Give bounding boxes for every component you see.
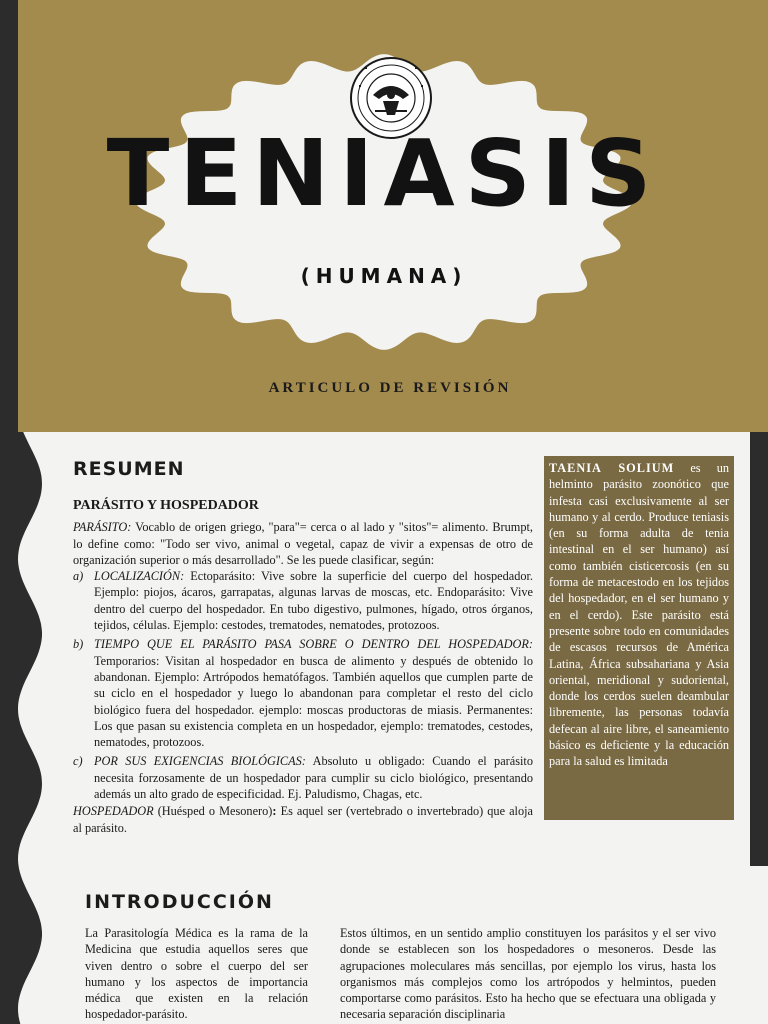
list-term: LOCALIZACIÓN: — [94, 569, 185, 584]
parasito-definition — [73, 519, 533, 568]
intro-column-1 — [85, 925, 308, 1023]
list-marker: b) — [73, 637, 84, 652]
list-text: Absoluto u obligado: Cuando el parásito necesita forzosamente de un hospedador para cumplir su ciclo biológico, presentando además un alto grado de especificidad. Ej. Paludismo, Chagas, etc. — [94, 754, 533, 802]
intro-col2-text: Estos últimos, en un sentido amplio constituyen los parásitos y el ser vivo donde se establecen son los hospedadores o mesoneros. Desde las agrupaciones moleculares más sencillas, por ejemplo los virus, hasta los organismos más complejos como los artrópodos y helmintos, pueden comportarse como parásitos. Esto ha hecho que se efectuara una obligada y necesaria separación disciplinaria — [340, 926, 716, 1022]
hospedador-colon: : — [272, 804, 277, 819]
hospedador-paren: (Huésped o Mesonero) — [157, 804, 273, 819]
parasito-term: PARÁSITO: — [73, 520, 132, 535]
resumen-subheading: PARÁSITO Y HOSPEDADOR — [73, 498, 259, 513]
list-text: Ectoparásito: Vive sobre la superficie del cuerpo del hospedador. Ejemplo: piojos, ácaros, garrapatas, algunas larvas de moscas, etc. Endoparásito: Vive dentro del cuerpo del hospedador. En tubo digestivo, pulmones, hígado, otros órganos, tejidos, células. Ejemplo: cestodes, trematodes, nematodes, protozoos. — [94, 569, 533, 633]
wavy-left-border — [0, 432, 50, 1024]
sidebox-text: es un helminto parásito zoonótico que infesta casi exclusivamente al ser humano y al cerdo. Produce teniasis (en su forma adulta de tenia intestinal en el ser humano) así como también cisticercosis (en su forma de metacestodo en los tejidos del hospedador, en el ser humano y en el cerdo). Este parásito está presente sobre todo en comunidades de escasos recursos de América Latina, África subsahariana y Asia oriental, meridional y sudoriental, donde los cerdos suelen deambular libremente, las personas todavía defecan al aire libre, el saneamiento básico es deficiente y la educación para la salud es limitada — [549, 461, 729, 769]
page-title: TENIASIS — [106, 120, 662, 227]
list-term: POR SUS EXIGENCIAS BIOLÓGICAS: — [94, 754, 306, 769]
resumen-body — [73, 498, 533, 836]
right-dark-strip — [750, 432, 768, 866]
hospedador-text: Es aquel ser (vertebrado o invertebrado) que aloja al parásito. — [73, 804, 534, 835]
taenia-sidebox — [544, 456, 734, 820]
resumen-heading: RESUMEN — [73, 458, 185, 480]
hospedador-definition — [73, 803, 533, 836]
list-item — [73, 636, 533, 750]
intro-column-2 — [340, 925, 716, 1023]
hospedador-term: HOSPEDADOR — [73, 804, 154, 819]
sidebox-term: TAENIA SOLIUM — [549, 461, 675, 475]
parasito-text: Vocablo de origen griego, "para"= cerca o al lado y "sitos"= alimento. Brumpt, lo define como: "Todo ser vivo, animal o vegetal, capaz de vivir a expensas de otro de organización superior o más desarrollado". Se les puede clasificar, según: — [73, 520, 534, 567]
list-term: TIEMPO QUE EL PARÁSITO PASA SOBRE O DENTRO DEL HOSPEDADOR: — [94, 637, 533, 652]
list-marker: c) — [73, 754, 83, 769]
introduccion-heading: INTRODUCCIÓN — [85, 891, 274, 913]
intro-col1-text: La Parasitología Médica es la rama de la Medicina que estudia aquellos seres que viven dentro o sobre el cuerpo del ser humano y los aspectos de importancia médica que existen en la relación hospedador-parásito. — [85, 926, 308, 1022]
list-item — [73, 753, 533, 802]
list-item — [73, 568, 533, 633]
list-marker: a) — [73, 569, 84, 584]
page-subtitle: (HUMANA) — [300, 264, 468, 288]
right-light-strip — [750, 866, 768, 1024]
article-type-label: ARTICULO DE REVISIÓN — [268, 380, 512, 396]
list-text: Temporarios: Visitan al hospedador en busca de alimento y después de obtenido lo abandonan. Ejemplo: Artrópodos hematófagos. También aquellos que cumplen parte de su ciclo en el hospedador y luego lo abandonan para completar el resto del ciclo biológico fuera del hospedador. ejemplo: moscas productoras de miasis. Permanentes: Los que pasan su existencia completa en un hospedador, ejemplo: trematodes, cestodes, nematodes, protozoos. — [94, 653, 533, 750]
